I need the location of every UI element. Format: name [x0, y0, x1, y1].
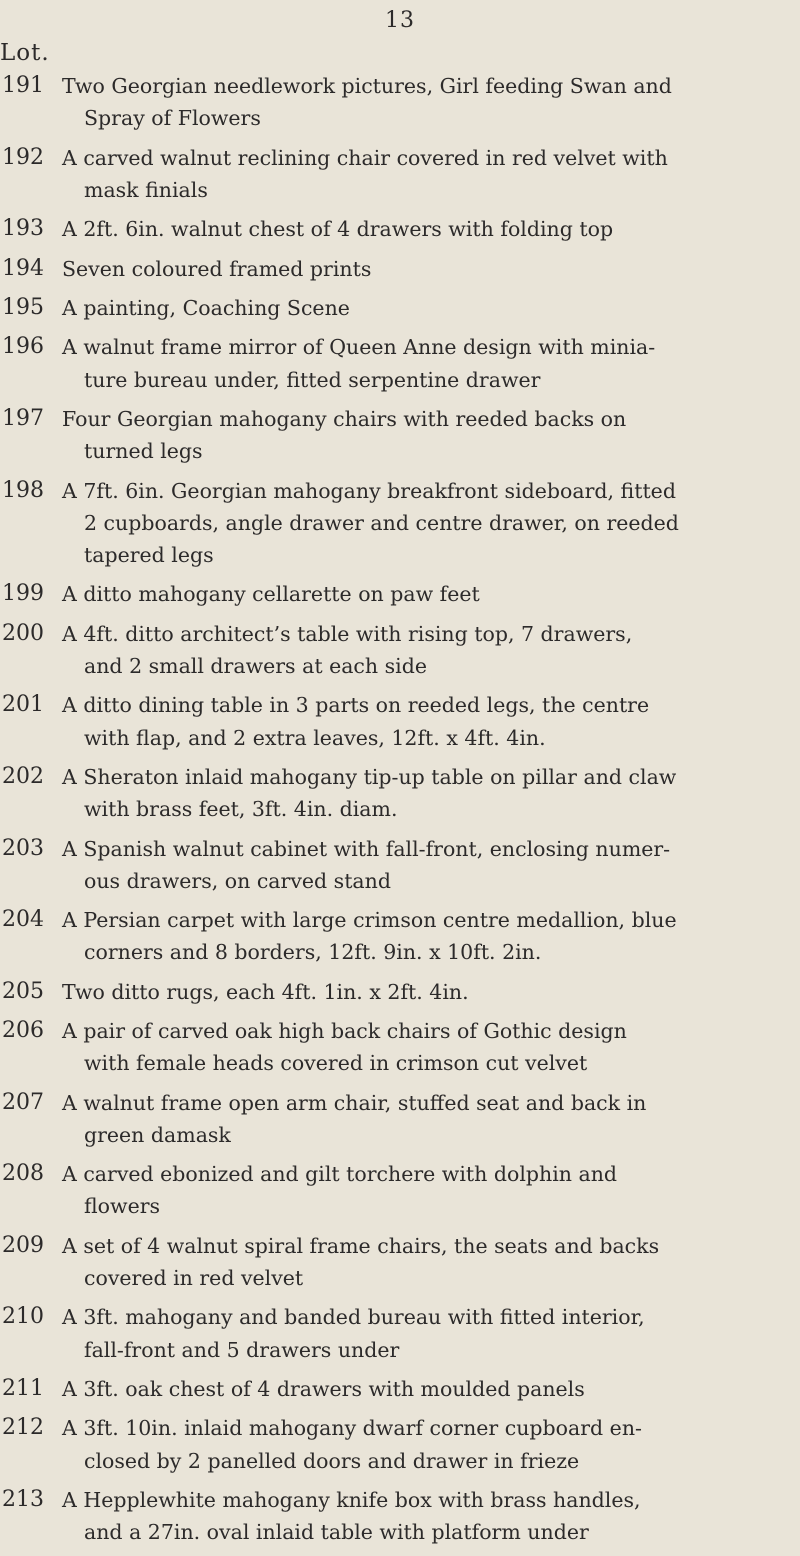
lot-description-line: A walnut frame open arm chair, stuffed seat and back in	[62, 1090, 647, 1115]
lot-description-line: A Hepplewhite mahogany knife box with brass handles,	[62, 1488, 641, 1513]
lot-description	[62, 1301, 800, 1365]
lot-description	[62, 475, 800, 572]
lot-number: 212	[2, 1415, 44, 1441]
lot-number: 194	[2, 255, 44, 281]
lot-entry	[0, 1301, 800, 1365]
lot-number: 193	[2, 216, 44, 242]
lot-description	[62, 689, 800, 753]
lot-entry	[0, 70, 800, 134]
lot-entry	[0, 578, 800, 610]
lot-description-line: and 2 small drawers at each side	[84, 653, 427, 678]
lot-number: 209	[2, 1232, 44, 1258]
lot-entry	[0, 689, 800, 753]
lot-number: 206	[2, 1018, 44, 1044]
lot-entry	[0, 1373, 800, 1405]
lot-description-line: Spray of Flowers	[84, 106, 261, 131]
lot-description-line: with brass feet, 3ft. 4in. diam.	[84, 797, 398, 822]
lot-description-line: mask finials	[84, 177, 208, 202]
lot-number: 211	[2, 1376, 44, 1402]
lot-description	[62, 331, 800, 395]
lot-description-line: A Sheraton inlaid mahogany tip-up table on pillar and claw	[62, 764, 677, 789]
lot-description-line: A 7ft. 6in. Georgian mahogany breakfront sideboard, fitted	[62, 478, 676, 503]
lot-description-line: A 3ft. 10in. inlaid mahogany dwarf corner cupboard en-	[62, 1416, 642, 1441]
lot-description	[62, 833, 800, 897]
lot-description	[62, 578, 800, 610]
lot-description-line: with female heads covered in crimson cut velvet	[84, 1051, 588, 1076]
lot-description-line: corners and 8 borders, 12ft. 9in. x 10ft. 2in.	[84, 940, 542, 965]
lot-entry	[0, 1015, 800, 1079]
lot-description	[62, 1230, 800, 1294]
lot-description-line: Two Georgian needlework pictures, Girl feeding Swan and	[62, 74, 672, 98]
lot-number: 210	[2, 1304, 44, 1330]
lot-entry	[0, 142, 800, 206]
lot-entry	[0, 1158, 800, 1222]
lot-description	[62, 976, 800, 1008]
lot-entry	[0, 292, 800, 324]
lot-description-line: fall-front and 5 drawers under	[84, 1337, 400, 1362]
lot-description-line: covered in red velvet	[84, 1266, 304, 1291]
lot-column-header: Lot.	[0, 40, 50, 66]
lot-number: 201	[2, 692, 44, 718]
lot-description	[62, 904, 800, 968]
lot-description-line: ous drawers, on carved stand	[84, 868, 391, 893]
lot-description	[62, 253, 800, 285]
lot-number: 203	[2, 835, 44, 861]
lot-description-line: A ditto mahogany cellarette on paw feet	[62, 582, 480, 607]
lot-description-line: A 3ft. mahogany and banded bureau with fitted interior,	[62, 1305, 645, 1330]
lot-description-line: A 2ft. 6in. walnut chest of 4 drawers with folding top	[62, 217, 614, 242]
lot-description-line: with flap, and 2 extra leaves, 12ft. x 4ft. 4in.	[84, 725, 546, 750]
lot-description	[62, 1412, 800, 1476]
lot-description-line: flowers	[84, 1194, 161, 1219]
lot-entry	[0, 1230, 800, 1294]
lot-description	[62, 761, 800, 825]
lot-description	[62, 292, 800, 324]
lot-description-line: turned legs	[84, 439, 203, 464]
lot-description-line: green damask	[84, 1122, 231, 1147]
lot-number: 191	[2, 73, 44, 98]
lot-description-line: Four Georgian mahogany chairs with reeded backs on	[62, 406, 627, 431]
lot-description-line: Seven coloured framed prints	[62, 256, 372, 281]
lot-number: 208	[2, 1161, 44, 1187]
lot-description	[62, 1087, 800, 1151]
lot-number: 195	[2, 294, 44, 320]
lot-entry	[0, 1087, 800, 1151]
lot-description	[62, 1484, 800, 1548]
lot-description	[62, 70, 800, 134]
lot-entry	[0, 761, 800, 825]
lot-description	[62, 1373, 800, 1405]
lot-description	[62, 1158, 800, 1222]
lot-description-line: A Persian carpet with large crimson centre medallion, blue	[62, 908, 677, 933]
lot-description-line: Two ditto rugs, each 4ft. 1in. x 2ft. 4in.	[62, 979, 469, 1004]
lot-description	[62, 618, 800, 682]
lot-number: 207	[2, 1089, 44, 1115]
lot-entry	[0, 618, 800, 682]
lot-list	[0, 70, 800, 1556]
lot-entry	[0, 1412, 800, 1476]
lot-description-line: A carved walnut reclining chair covered in red velvet with	[62, 145, 668, 170]
lot-number: 200	[2, 620, 44, 646]
page-number: 13	[385, 8, 415, 33]
lot-entry	[0, 1484, 800, 1548]
lot-description-line: ture bureau under, fitted serpentine drawer	[84, 367, 541, 392]
lot-description-line: A ditto dining table in 3 parts on reeded legs, the centre	[62, 693, 650, 718]
lot-number: 199	[2, 581, 44, 607]
lot-entry	[0, 213, 800, 245]
lot-number: 197	[2, 405, 44, 431]
lot-entry	[0, 331, 800, 395]
lot-description	[62, 403, 800, 467]
lot-entry	[0, 403, 800, 467]
lot-entry	[0, 475, 800, 572]
lot-description-line: A 3ft. oak chest of 4 drawers with moulded panels	[62, 1377, 585, 1402]
lot-description-line: tapered legs	[84, 542, 214, 567]
lot-description	[62, 213, 800, 245]
lot-description-line: 2 cupboards, angle drawer and centre drawer, on reeded	[84, 510, 679, 535]
lot-description-line: A carved ebonized and gilt torchere with dolphin and	[62, 1162, 618, 1187]
lot-number: 202	[2, 763, 44, 789]
lot-description-line: A set of 4 walnut spiral frame chairs, the seats and backs	[62, 1233, 660, 1258]
lot-description-line: A Spanish walnut cabinet with fall-front, enclosing numer-	[62, 836, 671, 861]
lot-number: 196	[2, 334, 44, 360]
lot-number: 192	[2, 144, 44, 170]
lot-number: 198	[2, 477, 44, 503]
lot-description-line: A walnut frame mirror of Queen Anne design with minia-	[62, 335, 656, 360]
lot-number: 205	[2, 978, 44, 1004]
lot-description	[62, 1015, 800, 1079]
lot-entry	[0, 976, 800, 1008]
lot-description-line: closed by 2 panelled doors and drawer in frieze	[84, 1448, 580, 1473]
lot-number: 213	[2, 1487, 44, 1513]
lot-description	[62, 142, 800, 206]
lot-description-line: and a 27in. oval inlaid table with platform under	[84, 1520, 589, 1545]
lot-entry	[0, 904, 800, 968]
lot-description-line: A 4ft. ditto architect’s table with rising top, 7 drawers,	[62, 621, 633, 646]
lot-entry	[0, 253, 800, 285]
lot-number: 204	[2, 907, 44, 933]
lot-description-line: A pair of carved oak high back chairs of Gothic design	[62, 1019, 627, 1044]
lot-entry	[0, 833, 800, 897]
lot-description-line: A painting, Coaching Scene	[62, 295, 350, 320]
